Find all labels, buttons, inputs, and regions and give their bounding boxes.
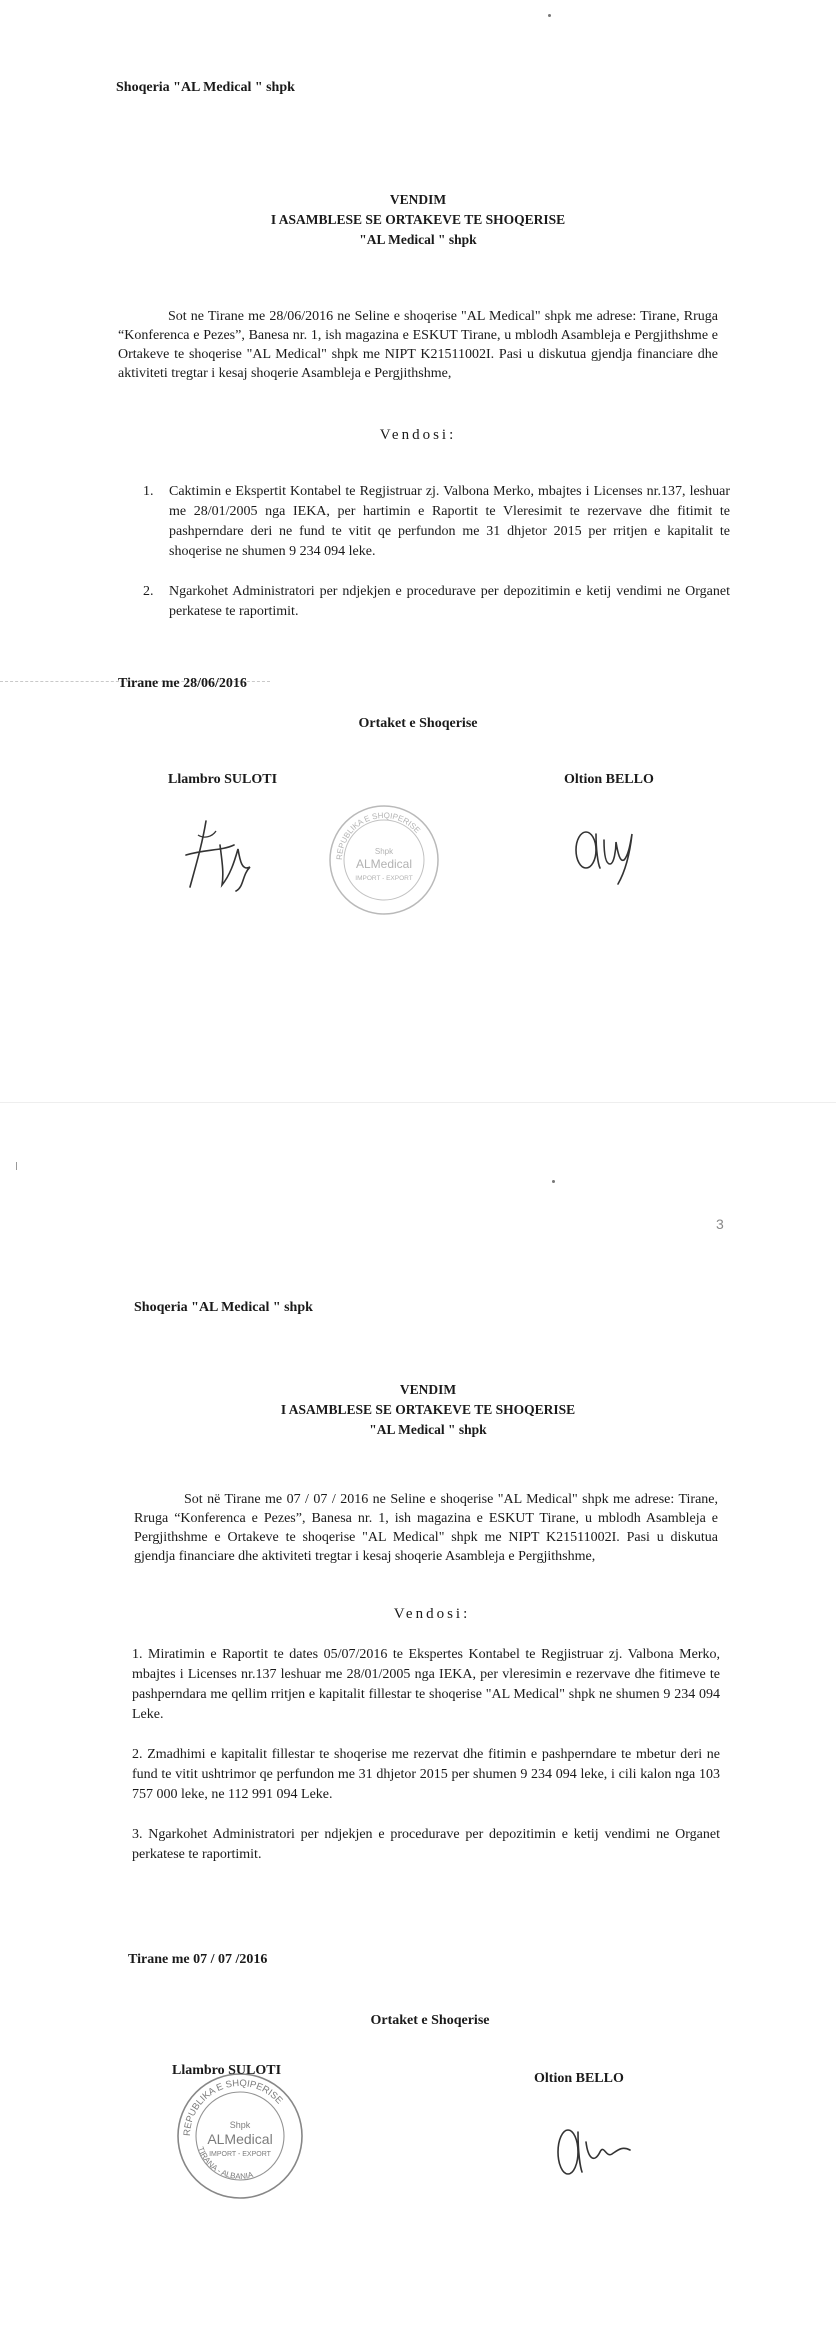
list-item: 2. Zmadhimi e kapitalit fillestar te shoqerise me rezervat dhe fitimin e pashperndare te mbetur deri ne fund te vitit ushtrimor qe perfundon me 31 dhjetor 2015 per shumen 9 234 094 leke, i cili kalon nga 103 757 000 leke, ne 112 991 094 Leke. — [132, 1747, 720, 1802]
decision-list — [132, 1645, 720, 1865]
stamp-import: IMPORT - EXPORT — [209, 2151, 271, 2158]
place-date: Tirane me 28/06/2016 — [118, 676, 247, 691]
stamp-shpk: Shpk — [374, 847, 394, 856]
decision-list — [138, 482, 730, 622]
stamp-import: IMPORT - EXPORT — [355, 875, 413, 882]
signatory-left: Llambro SULOTI — [172, 2063, 282, 2078]
item-number: 2. — [143, 584, 154, 599]
place-date: Tirane me 07 / 07 /2016 — [128, 1952, 268, 1967]
signatory-right: Oltion BELLO — [534, 2071, 624, 2086]
vendosi-heading: Vendosi: — [379, 427, 457, 443]
vendosi-heading: Vendosi: — [393, 1606, 471, 1622]
document-title — [200, 190, 636, 250]
item-number: 1. — [143, 484, 154, 499]
stamp-ring-bottom: TIRANA - ALBANIA — [196, 2145, 255, 2181]
stamp-ring-text: REPUBLIKA E SHQIPERISE — [334, 810, 422, 861]
ortaket-heading: Ortaket e Shoqerise — [370, 2013, 490, 2028]
title-line: I ASAMBLESE SE ORTAKEVE TE SHOQERISE — [270, 212, 566, 227]
signatory-right: Oltion BELLO — [564, 772, 654, 787]
page-separator — [0, 1102, 836, 1103]
stamp-ring-text: REPUBLIKA E SHQIPERISE — [181, 2077, 285, 2137]
ortaket-heading: Ortaket e Shoqerise — [358, 716, 478, 731]
company-stamp — [170, 2066, 310, 2206]
stamp-name: ALMedical — [207, 2131, 273, 2147]
list-item: 1. Caktimin e Ekspertit Kontabel te Regjistruar zj. Valbona Merko, mbajtes i Licenses nr.137, leshuar me 28/01/2005 nga IEKA, per hartimin e Raportit te Vleresimit te rezervave dhe fitimit te pashperndare deri ne fund te vitit qe perfundon me 31 dhjetor 2015 per rritjen e kapitalit te shoqerise ne shumen 9 234 094 leke. — [143, 484, 730, 559]
signatory-left: Llambro SULOTI — [168, 772, 278, 787]
title-line: VENDIM — [389, 192, 447, 207]
title-line: VENDIM — [399, 1382, 457, 1397]
title-line: "AL Medical " shpk — [359, 232, 477, 247]
company-stamp — [324, 800, 444, 920]
page-mark: 3 — [716, 1216, 724, 1232]
list-item: 3. Ngarkohet Administratori per ndjekjen e procedurave per depozitimin e ketij vendimi ne Organet perkatese te raportimit. — [132, 1827, 720, 1862]
document-title — [210, 1380, 646, 1440]
signature-left — [176, 815, 266, 895]
company-header: Shoqeria "AL Medical " shpk — [116, 80, 295, 95]
title-line: "AL Medical " shpk — [369, 1422, 487, 1437]
scan-speck — [552, 1180, 555, 1183]
stamp-shpk: Shpk — [229, 2120, 251, 2130]
scan-mark — [16, 1162, 17, 1170]
list-item: 2. Ngarkohet Administratori per ndjekjen e procedurave per depozitimin e ketij vendimi ne Organet perkatese te raportimit. — [143, 584, 730, 619]
signature-right — [570, 820, 650, 890]
stamp-name: ALMedical — [355, 857, 413, 871]
list-item: 1. Miratimin e Raportit te dates 05/07/2016 te Ekspertes Kontabel te Regjistruar zj. Valbona Merko, mbajtes i Licenses nr.137 leshuar me 28/01/2005 nga IEKA, per vleresimin e rezervave dhe fitimeve te pashperndara me qellim rritjen e kapitalit fillestar te shoqerise "AL Medical" shpk ne shumen 9 234 094 Leke. — [132, 1647, 720, 1722]
intro-paragraph: Sot në Tirane me 07 / 07 / 2016 ne Seline e shoqerise "AL Medical" shpk me adrese: Tirane, Rruga “Konferenca e Pezes”, Banesa nr. 1, ish magazina e ESKUT Tirane, u mblodh Asambleja e Pergjithshme e Ortakeve te shoqerise "AL Medical" shpk me NIPT K21511002I. Pasi u diskutua gjendja financiare dhe aktiviteti tregtar i kesaj shoqerie Asambleja e Pergjithshme, — [134, 1492, 718, 1564]
company-header: Shoqeria "AL Medical " shpk — [134, 1300, 313, 1315]
signature-right — [550, 2112, 640, 2192]
scan-speck — [548, 14, 551, 17]
title-line: I ASAMBLESE SE ORTAKEVE TE SHOQERISE — [280, 1402, 576, 1417]
intro-paragraph: Sot ne Tirane me 28/06/2016 ne Seline e shoqerise "AL Medical" shpk me adrese: Tirane, Rruga “Konferenca e Pezes”, Banesa nr. 1, ish magazina e ESKUT Tirane, u mblodh Asambleja e Pergjithshme e Ortakeve te shoqerise "AL Medical" shpk me NIPT K21511002I. Pasi u diskutua gjendja financiare dhe aktiviteti tregtar i kesaj shoqerie Asambleja e Pergjithshme, — [118, 309, 718, 381]
